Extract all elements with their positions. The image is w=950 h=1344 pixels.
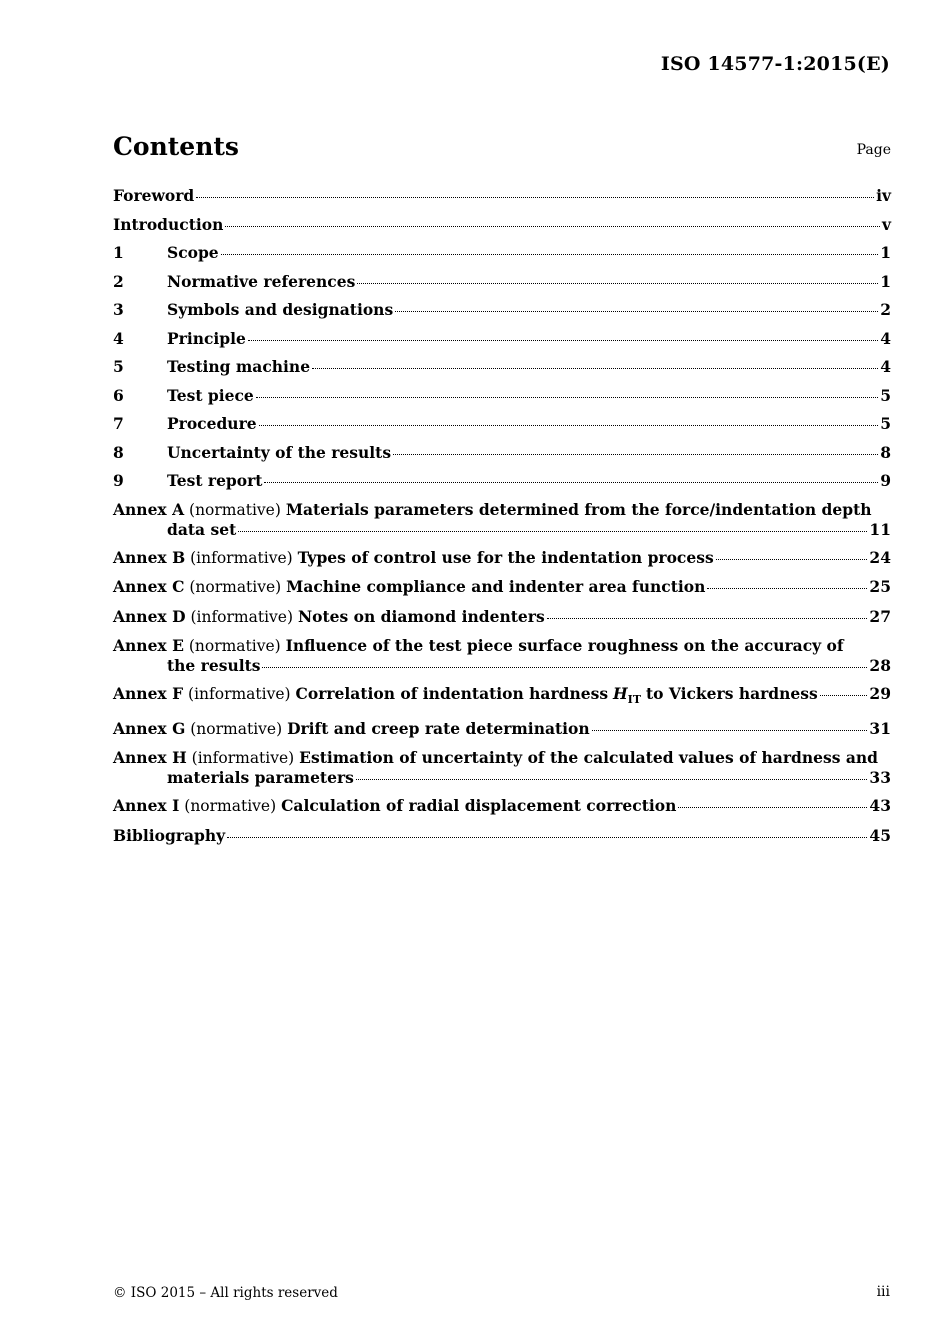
dot-leader	[820, 695, 868, 696]
toc-title: Normative references	[167, 271, 356, 291]
toc-title-continued: data set	[167, 519, 237, 539]
annex-label: Annex E	[113, 636, 184, 655]
dot-leader	[707, 588, 867, 589]
toc-title: Uncertainty of the results	[167, 442, 392, 462]
toc-page: 24	[869, 547, 891, 567]
toc-entry-annex-f[interactable]	[113, 684, 891, 709]
hardness-symbol: H	[613, 684, 628, 703]
toc-title-suffix: to Vickers hardness	[645, 684, 818, 703]
dot-leader	[221, 254, 879, 255]
dot-leader	[238, 531, 867, 532]
dot-leader	[196, 197, 874, 198]
toc-entry-annex-c[interactable]	[113, 577, 891, 597]
dot-leader	[678, 807, 867, 808]
toc-title: Machine compliance and indenter area function	[286, 577, 706, 596]
annex-type: (informative)	[188, 685, 291, 703]
annex-label: Annex B	[113, 547, 186, 567]
toc-title: Procedure	[167, 414, 257, 433]
clause-number: 2	[113, 271, 124, 291]
toc-entry-clause-9[interactable]	[113, 471, 891, 490]
toc-page: 2	[880, 300, 891, 319]
toc-title: Testing machine	[167, 357, 311, 376]
annex-label: Annex I	[113, 796, 180, 815]
toc-title: Symbols and designations	[167, 300, 394, 319]
toc-entry-annex-d[interactable]	[113, 607, 891, 627]
clause-number: 3	[113, 300, 124, 319]
toc-page: 4	[880, 357, 891, 376]
page-number: iii	[876, 1284, 890, 1300]
toc-page: 33	[869, 768, 891, 787]
contents-heading: Contents	[113, 132, 240, 161]
toc-page: iv	[876, 186, 891, 205]
dot-leader	[716, 559, 868, 560]
page-column-label: Page	[856, 142, 891, 158]
dot-leader	[248, 340, 878, 341]
annex-label: Annex A	[113, 499, 185, 519]
toc-page: 1	[880, 243, 891, 262]
dot-leader	[592, 730, 868, 731]
toc-page: 8	[880, 442, 891, 462]
toc-entry-clause-1[interactable]	[113, 243, 891, 262]
toc-page: 5	[880, 414, 891, 433]
toc-title-continued: the results	[167, 656, 261, 675]
toc-title: Correlation of indentation hardness	[295, 684, 609, 703]
clause-number: 1	[113, 243, 124, 262]
annex-type: (informative)	[190, 548, 293, 567]
toc-page: 25	[869, 577, 891, 596]
toc-title: Bibliography	[113, 825, 226, 845]
toc-page: 9	[880, 471, 891, 490]
toc-entry-clause-2[interactable]	[113, 272, 891, 291]
toc-page: 27	[869, 606, 891, 626]
dot-leader	[262, 667, 867, 668]
toc-title: Test report	[167, 471, 263, 490]
annex-type: (informative)	[190, 607, 294, 626]
annex-type: (normative)	[184, 797, 277, 815]
clause-number: 9	[113, 471, 124, 490]
dot-leader	[312, 368, 878, 369]
annex-type: (normative)	[190, 719, 283, 738]
toc-title: Drift and creep rate determination	[287, 718, 590, 738]
copyright-notice: © ISO 2015 – All rights reserved	[113, 1285, 338, 1301]
toc-entry-clause-6[interactable]	[113, 386, 891, 405]
toc-title: Estimation of uncertainty of the calculated values of hardness and	[299, 748, 878, 767]
toc-page: 28	[869, 656, 891, 675]
dot-leader	[227, 837, 867, 838]
toc-page: 29	[869, 684, 891, 703]
annex-type: (normative)	[188, 637, 281, 655]
toc-entry-clause-8[interactable]	[113, 443, 891, 462]
toc-entry-clause-7[interactable]	[113, 414, 891, 433]
clause-number: 5	[113, 357, 124, 376]
dot-leader	[225, 226, 880, 227]
dot-leader	[259, 425, 879, 426]
toc-entry-annex-h[interactable]	[113, 748, 891, 787]
toc-entry-annex-i[interactable]	[113, 796, 891, 816]
clause-number: 7	[113, 414, 124, 433]
toc-page: v	[881, 214, 891, 234]
toc-entry-clause-3[interactable]	[113, 300, 891, 319]
toc-title: Principle	[167, 328, 246, 348]
toc-page: 4	[880, 328, 891, 348]
toc-title: Calculation of radial displacement correction	[281, 796, 677, 815]
table-of-contents	[113, 186, 891, 854]
annex-type: (normative)	[189, 500, 281, 519]
clause-number: 8	[113, 442, 124, 462]
toc-title: Scope	[167, 243, 219, 262]
toc-title: Types of control use for the indentation process	[297, 547, 714, 567]
toc-entry-bibliography[interactable]	[113, 826, 891, 845]
document-identifier: ISO 14577-1:2015(E)	[660, 53, 890, 75]
annex-type: (informative)	[191, 749, 295, 767]
clause-number: 6	[113, 385, 124, 405]
dot-leader	[264, 482, 878, 483]
toc-page: 31	[869, 718, 891, 738]
toc-entry-clause-5[interactable]	[113, 357, 891, 376]
toc-title: Introduction	[113, 214, 224, 234]
toc-page: 43	[869, 796, 891, 815]
toc-entry-annex-b[interactable]	[113, 548, 891, 568]
toc-title: Test piece	[167, 385, 254, 405]
dot-leader	[395, 311, 878, 312]
toc-title: Materials parameters determined from the force/indentation depth	[285, 499, 872, 519]
dot-leader	[547, 618, 868, 619]
toc-entry-annex-a[interactable]	[113, 500, 891, 539]
dot-leader	[356, 779, 868, 780]
dot-leader	[256, 397, 878, 398]
toc-entry-annex-g[interactable]	[113, 719, 891, 739]
hardness-symbol-subscript: IT	[627, 693, 642, 706]
toc-title-continued: materials parameters	[167, 768, 354, 787]
toc-page: 11	[869, 519, 891, 539]
dot-leader	[357, 283, 878, 284]
toc-entry-clause-4[interactable]	[113, 329, 891, 348]
toc-page: 45	[869, 825, 891, 845]
toc-title: Influence of the test piece surface roughness on the accuracy of	[285, 636, 844, 655]
annex-label: Annex G	[113, 718, 186, 738]
annex-label: Annex C	[113, 577, 185, 596]
clause-number: 4	[113, 328, 124, 348]
toc-title: Foreword	[113, 186, 195, 205]
toc-page: 5	[880, 385, 891, 405]
annex-label: Annex D	[113, 606, 186, 626]
toc-page: 1	[880, 271, 891, 291]
toc-entry-annex-e[interactable]	[113, 636, 891, 675]
toc-entry-introduction[interactable]	[113, 215, 891, 234]
toc-title: Notes on diamond indenters	[297, 606, 545, 626]
dot-leader	[393, 454, 878, 455]
annex-type: (normative)	[189, 578, 282, 596]
annex-label: Annex H	[113, 748, 187, 767]
annex-label: Annex F	[113, 684, 184, 703]
toc-entry-foreword[interactable]	[113, 186, 891, 205]
